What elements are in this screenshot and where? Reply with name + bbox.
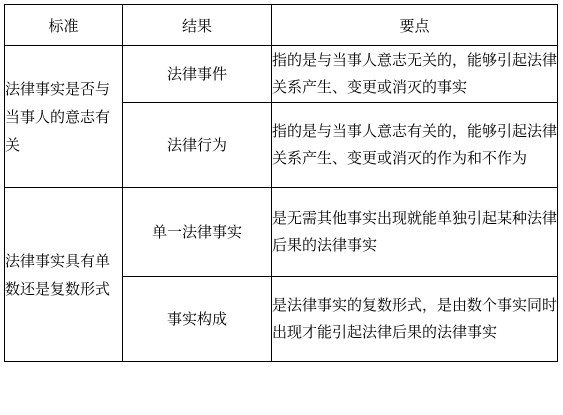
result-cell: 单一法律事实	[123, 188, 272, 277]
key-point-cell: 指的是与当事人意志无关的，能够引起法律关系产生、变更或消灭的事实	[272, 46, 558, 103]
key-point-cell: 是法律事实的复数形式，是由数个事实同时出现才能引起法律后果的法律事实	[272, 277, 558, 362]
result-cell: 事实构成	[123, 277, 272, 362]
criteria-cell: 法律事实具有单数还是复数形式	[5, 188, 123, 362]
legal-facts-table	[4, 4, 558, 362]
key-point-cell: 指的是与当事人意志有关的，能够引起法律关系产生、变更或消灭的作为和不作为	[272, 103, 558, 188]
header-result: 结果	[123, 5, 272, 46]
result-cell: 法律行为	[123, 103, 272, 188]
criteria-cell: 法律事实是否与当事人的意志有关	[5, 46, 123, 188]
result-cell: 法律事件	[123, 46, 272, 103]
header-key-points: 要点	[272, 5, 558, 46]
header-row	[5, 5, 558, 46]
table-row	[5, 188, 558, 277]
key-point-cell: 是无需其他事实出现就能单独引起某种法律后果的法律事实	[272, 188, 558, 277]
table-row	[5, 46, 558, 103]
header-criteria: 标准	[5, 5, 123, 46]
